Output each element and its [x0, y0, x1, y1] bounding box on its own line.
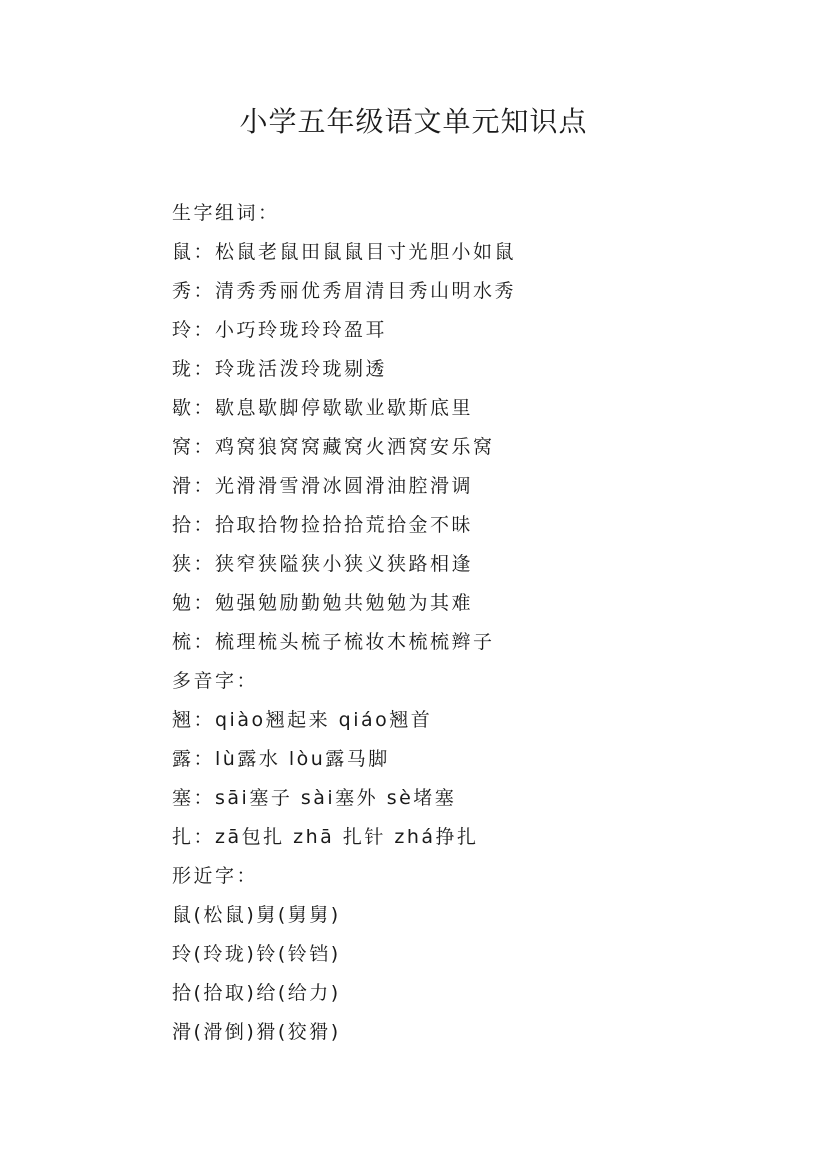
- text-line: 拾：拾取拾物捡拾拾荒拾金不昧: [172, 514, 474, 536]
- text-line: 玲(玲珑)铃(铃铛): [172, 943, 341, 965]
- section-heading-vocabulary: 生字组词：: [172, 202, 280, 224]
- text-line: 翘：qiào翘起来 qiáo翘首: [172, 709, 433, 731]
- text-line: 歇：歇息歇脚停歇歇业歇斯底里: [172, 397, 474, 419]
- text-line: 玲：小巧玲珑玲玲盈耳: [172, 319, 388, 341]
- text-line: 珑：玲珑活泼玲珑剔透: [172, 358, 388, 380]
- document-body: [172, 194, 772, 1052]
- section-heading-polyphones: 多音字：: [172, 670, 259, 692]
- text-line: 鼠：松鼠老鼠田鼠鼠目寸光胆小如鼠: [172, 241, 517, 263]
- text-line: 塞：sāi塞子 sài塞外 sè堵塞: [172, 787, 457, 809]
- section-heading-similar-characters: 形近字：: [172, 865, 259, 887]
- document-title: 小学五年级语文单元知识点: [239, 105, 588, 138]
- text-line: 露：lù露水 lòu露马脚: [172, 748, 390, 770]
- text-line: 秀：清秀秀丽优秀眉清目秀山明水秀: [172, 280, 517, 302]
- text-line: 勉：勉强勉励勤勉共勉勉为其难: [172, 592, 474, 614]
- text-line: 窝：鸡窝狼窝窝藏窝火洒窝安乐窝: [172, 436, 495, 458]
- text-line: 扎：zā包扎 zhā 扎针 zhá挣扎: [172, 826, 479, 848]
- text-line: 梳：梳理梳头梳子梳妆木梳梳辫子: [172, 631, 495, 653]
- text-line: 鼠(松鼠)舅(舅舅): [172, 904, 341, 926]
- text-line: 滑：光滑滑雪滑冰圆滑油腔滑调: [172, 475, 474, 497]
- text-line: 拾(拾取)给(给力): [172, 982, 341, 1004]
- text-line: 滑(滑倒)猾(狡猾): [172, 1021, 341, 1043]
- text-line: 狭：狭窄狭隘狭小狭义狭路相逢: [172, 553, 474, 575]
